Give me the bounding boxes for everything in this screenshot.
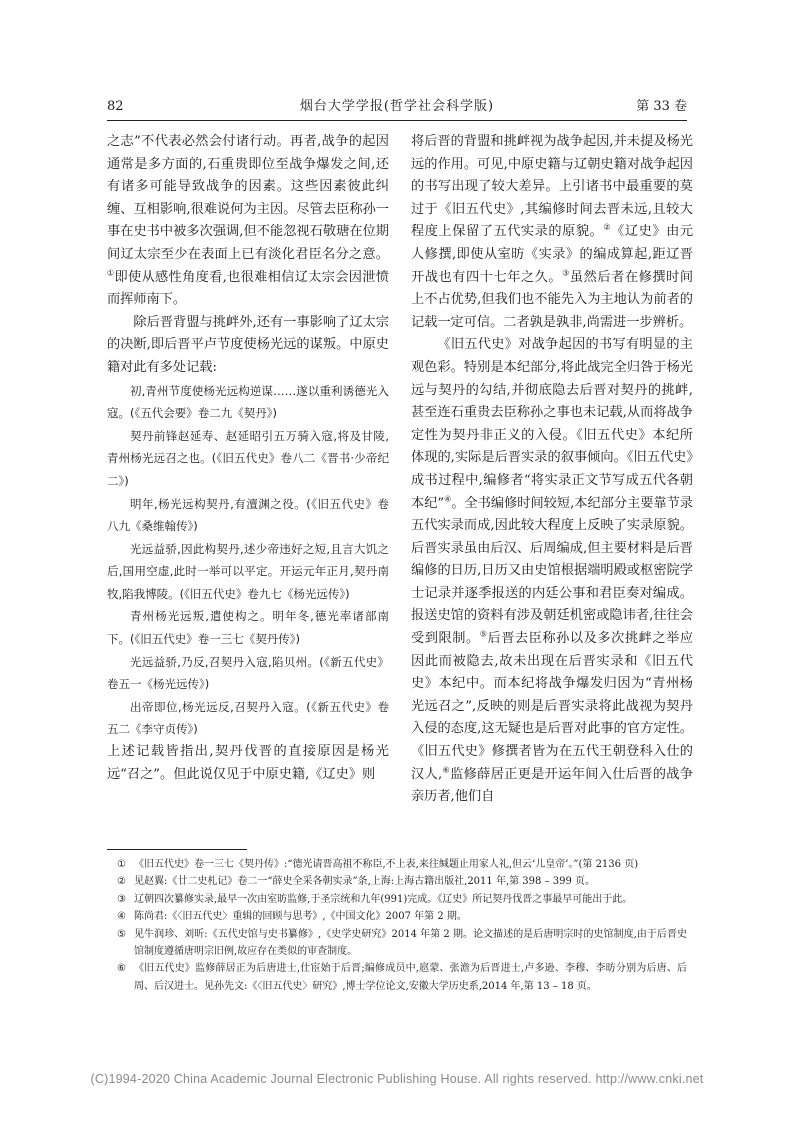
block-quote: 光远益骄,因此构契丹,述少帝违好之短,且言大饥之后,国用空虚,此时一举可以平定。开运元年正月,契丹南牧,陷我博陵。(《旧五代史》卷九七《杨光远传》) <box>107 541 389 601</box>
footnote-mark: ③ <box>117 893 126 905</box>
paragraph: 将后晋的背盟和挑衅视为战争起因,并未提及杨光远的作用。可见,中原史籍与辽朝史籍对战争起因的书写出现了较大差异。上引诸书中最重要的莫过于《旧五代史》,其编修时间去晋未远,且较大程度上保留了五代实录的原貌。②《辽史》由元人修撰,即使从室昉《实录》的编成算起,距辽晋开战也有四十七年之久。③虽然后者在修撰时间上不占优势,但我们也不能先入为主地认为前者的记载一定可信。二者孰是孰非,尚需进一步辨析。 <box>411 134 694 330</box>
block-quote: 光远益骄,乃反,召契丹入寇,陷贝州。(《新五代史》卷五一《杨光远传》) <box>107 654 389 692</box>
page-number: 82 <box>107 99 124 114</box>
header-rule <box>107 120 687 121</box>
footnote-mark: ⑤ <box>117 928 126 940</box>
copyright-watermark: (C)1994-2020 China Academic Journal Electronic Publishing House. All rights reserved. http://www.cnki.net <box>90 1072 704 1086</box>
footnote-mark: ② <box>117 876 126 888</box>
volume-label: 第 33 卷 <box>636 99 687 114</box>
footnote: ⑤ 见牛润珍、刘昕:《五代史馆与史书纂修》,《史学史研究》2014 年第 2 期。论文描述的是后唐明宗时的史馆制度,由于后晋史馆制度遵循唐明宗旧例,故应存在类似的审查制度。 <box>107 926 687 961</box>
running-header <box>107 96 687 118</box>
footnote-mark: ⑥ <box>117 963 126 975</box>
note-ref-1: ① <box>107 268 115 278</box>
block-quote: 明年,杨光远构契丹,有澶渊之役。(《旧五代史》卷八九《桑维翰传》) <box>107 496 389 534</box>
paragraph: 《旧五代史》对战争起因的书写有明显的主观色彩。特别是本纪部分,将此战完全归咎于杨光远与契丹的勾结,并彻底隐去后晋对契丹的挑衅,甚至连石重贵去臣称孙之事也未记载,从而将战争定性为契丹非正义的入侵。《旧五代史》本纪所体现的,实际是后晋实录的叙事倾向。《旧五代史》成书过程中,编修者“将实录正文节写成五代各朝本纪”④。全书编修时间较短,本纪部分主要靠节录五代实录而成,因此较大程度上反映了实录原貌。后晋实录虽由后汉、后周编成,但主要材料是后晋编修的日历,日历又由史馆根据端明殿或枢密院学士记录并逐季报送的内廷公事和君臣奏对编成。报送史馆的资料有涉及朝廷机密或隐讳者,往往会受到限制。⑤后晋去臣称孙以及多次挑衅之举应因此而被隐去,故未出现在后晋实录和《旧五代史》本纪中。而本纪将战争爆发归因为“青州杨光远召之”,反映的则是后晋实录将此战视为契丹入侵的态度,这无疑也是后晋对此事的官方定性。《旧五代史》修撰者皆为在五代王朝登科入仕的汉人,⑥监修薛居正更是开运年间入仕后晋的战争亲历者,他们自 <box>411 337 694 805</box>
paragraph: 上述记载皆指出,契丹伐晋的直接原因是杨光远“召之”。但此说仅见于中原史籍,《辽史》则 <box>107 744 389 782</box>
journal-name: 烟台大学学报(哲学社会科学版) <box>299 99 495 114</box>
note-ref-2: ② <box>603 222 612 232</box>
footnotes <box>107 856 687 995</box>
block-quote: 出帝即位,杨光远反,召契丹入寇。(《新五代史》卷五二《李守贞传》) <box>107 699 389 737</box>
footnote: ④ 陈尚君:《〈旧五代史〉重辑的回顾与思考》,《中国文化》2007 年第 2 期。 <box>107 908 687 925</box>
note-ref-6: ⑥ <box>442 765 451 775</box>
footnote: ① 《旧五代史》卷一三七《契丹传》:“德光请晋高祖不称臣,不上表,来往缄题止用家人礼,但云‘儿皇帝’。”(第 2136 页) <box>107 856 687 873</box>
paragraph: 除后晋背盟与挑衅外,还有一事影响了辽太宗的决断,即后晋平卢节度使杨光远的谋叛。中原史籍对此有多处记载: <box>107 314 389 375</box>
paragraph: 之志”不代表必然会付诸行动。再者,战争的起因通常是多方面的,石重贵即位至战争爆发之间,还有诸多可能导致战争的因素。这些因素彼此纠缠、互相影响,很难说何为主因。尽管去臣称孙一事在史书中被多次强调,但不能忽视石敬瑭在位期间辽太宗至少在表面上已有淡化君臣名分之意。①即使从感性角度看,也很难相信辽太宗会因泄愤而挥师南下。 <box>107 134 389 308</box>
footnote: ② 见赵翼:《廿二史札记》卷二一“薛史全采各朝实录”条,上海:上海古籍出版社,2011 年,第 398 – 399 页。 <box>107 873 687 890</box>
note-ref-4: ④ <box>444 494 452 504</box>
left-column <box>107 131 389 786</box>
footnote-mark: ① <box>117 859 126 870</box>
block-quote: 契丹前锋赵延寿、赵延昭引五万骑入寇,将及甘陵,青州杨光远召之也。(《旧五代史》卷八二《晋书·少帝纪二》) <box>107 428 389 488</box>
note-ref-3: ③ <box>562 268 570 278</box>
footnote: ③ 辽朝四次纂修实录,最早一次由室昉监修,于圣宗统和九年(991)完成。《辽史》所记契丹伐晋之事最早可能出于此。 <box>107 891 687 908</box>
right-column <box>411 131 693 809</box>
block-quote: 初,青州节度使杨光远构逆谋……遂以重利诱德光入寇。(《五代会要》卷二九《契丹》) <box>107 383 389 421</box>
footnote: ⑥ 《旧五代史》监修薛居正为后唐进士,仕宦始于后晋;编修成员中,扈蒙、张澹为后晋进士,卢多逊、李穆、李昉分别为后唐、后周、后汉进士。见孙先文:《〈旧五代史〉研究》,博士学位论文,安徽大学历史系,2014 年,第 13 – 18 页。 <box>107 960 687 995</box>
footnote-rule <box>107 849 247 850</box>
block-quote: 青州杨光远叛,遣使构之。明年冬,德光率诸部南下。(《旧五代史》卷一三七《契丹传》) <box>107 609 389 647</box>
footnote-mark: ④ <box>117 911 126 923</box>
note-ref-5: ⑤ <box>479 629 488 639</box>
